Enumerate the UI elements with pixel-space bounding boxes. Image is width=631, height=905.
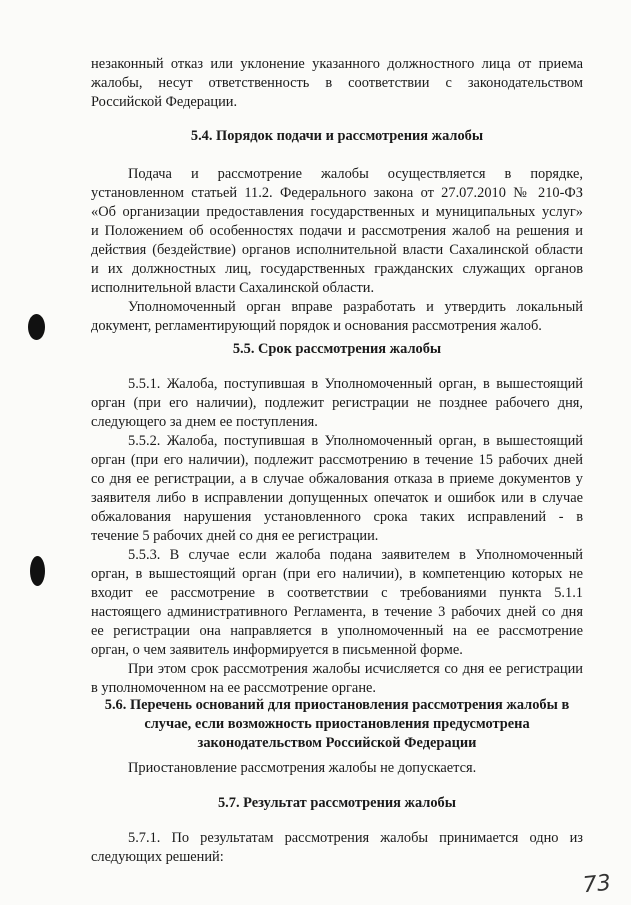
paragraph-line: орган (при его наличии), подлежит рассмотрению в течение 15 рабочих дней xyxy=(91,452,583,468)
paragraph-line: Подача и рассмотрение жалобы осуществляется в порядке, xyxy=(128,166,583,182)
paragraph-line: следующего за днем ее поступления. xyxy=(91,414,318,430)
section-heading-5-5: 5.5. Срок рассмотрения жалобы xyxy=(232,341,442,357)
paragraph-line: исполнительной власти Сахалинской области. xyxy=(91,280,375,296)
paragraph-line: входит ее рассмотрение в соответствии с требованиями пункта 5.1.1 xyxy=(91,585,583,601)
paragraph-line: 5.5.1. Жалоба, поступившая в Уполномоченный орган, в вышестоящий xyxy=(128,376,583,392)
section-heading-5-4: 5.4. Порядок подачи и рассмотрения жалобы xyxy=(190,128,484,144)
paragraph-line: обжалования нарушения установленного срока таких исправлений - в xyxy=(91,509,583,525)
paragraph-line: незаконный отказ или уклонение указанного должностного лица от приема xyxy=(91,56,583,72)
paragraph-line: орган, в вышестоящий орган (при его наличии), в компетенцию которых не xyxy=(91,566,583,582)
section-heading-5-6: случае, если возможность приостановления предусмотрена xyxy=(144,716,530,732)
paragraph-line: действия (бездействие) органов исполнительной власти Сахалинской области xyxy=(91,242,583,258)
punch-hole-top xyxy=(28,314,45,340)
section-heading-5-6: законодательством Российской Федерации xyxy=(197,735,477,751)
paragraph-line: 5.5.3. В случае если жалоба подана заявителем в Уполномоченный xyxy=(128,547,583,563)
paragraph-line: Российской Федерации. xyxy=(91,94,238,110)
paragraph-line: течение 5 рабочих дней со дня ее регистрации. xyxy=(91,528,379,544)
section-heading-5-6: 5.6. Перечень оснований для приостановления рассмотрения жалобы в xyxy=(104,697,570,713)
paragraph-line: орган (при его наличии), подлежит регистрации не позднее рабочего дня, xyxy=(91,395,583,411)
paragraph-line: заявителя либо в исправлении допущенных опечаток и ошибок или в случае xyxy=(91,490,583,506)
paragraph-line: 5.5.2. Жалоба, поступившая в Уполномоченный орган, в вышестоящий xyxy=(128,433,583,449)
punch-hole-bottom xyxy=(30,556,45,586)
paragraph-line: в уполномоченном на ее рассмотрение органе. xyxy=(91,680,377,696)
page-number: 73 xyxy=(581,870,613,899)
paragraph-line: со дня ее регистрации, а в случае обжалования отказа в приеме документов у xyxy=(91,471,583,487)
section-heading-5-7: 5.7. Результат рассмотрения жалобы xyxy=(217,795,456,811)
paragraph-line: настоящего административного Регламента, в течение 3 рабочих дней со дня xyxy=(91,604,583,620)
paragraph-line: При этом срок рассмотрения жалобы исчисляется со дня ее регистрации xyxy=(128,661,583,677)
paragraph-line: и их должностных лиц, государственных гражданских служащих органов xyxy=(91,261,583,277)
paragraph-line: орган, о чем заявитель информируется в письменной форме. xyxy=(91,642,463,658)
paragraph-line: Уполномоченный орган вправе разработать и утвердить локальный xyxy=(128,299,583,315)
paragraph-line: «Об организации предоставления государственных и муниципальных услуг» xyxy=(91,204,583,220)
paragraph-line: жалобы, несут ответственность в соответствии с законодательством xyxy=(91,75,583,91)
paragraph-line: Приостановление рассмотрения жалобы не допускается. xyxy=(128,760,477,776)
paragraph-line: 5.7.1. По результатам рассмотрения жалобы принимается одно из xyxy=(128,830,583,846)
paragraph-line: и Положением об особенностях подачи и рассмотрения жалоб на решения и xyxy=(91,223,583,239)
paragraph-line: ее регистрации она направляется в уполномоченный на ее рассмотрение xyxy=(91,623,583,639)
paragraph-line: установленном статьей 11.2. Федерального закона от 27.07.2010 № 210-ФЗ xyxy=(91,185,583,201)
paragraph-line: документ, регламентирующий порядок и основания рассмотрения жалоб. xyxy=(91,318,542,334)
paragraph-line: следующих решений: xyxy=(91,849,224,865)
